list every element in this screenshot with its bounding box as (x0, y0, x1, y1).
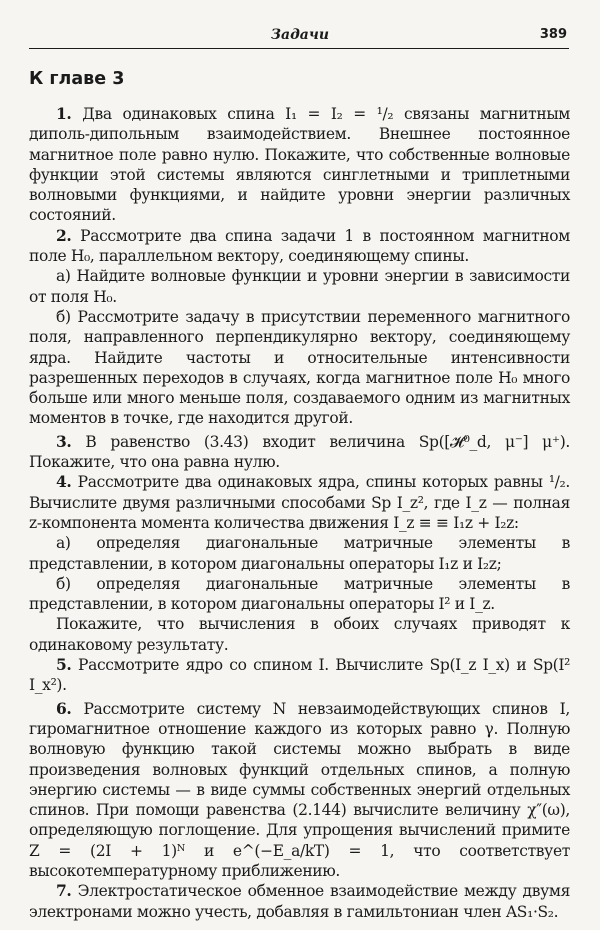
problem-number: 1. (56, 104, 72, 123)
problem-3 (29, 432, 570, 473)
problem-4 (29, 472, 570, 533)
problem-conclusion: Покажите, что вычисления в обоих случаях приводят к одинаковому результату. (29, 615, 570, 654)
problem-text: Рассмотрите два одинаковых ядра, спины которых равны ¹/₂. Вычислите двумя различными способами Sp I_z², где I_z — полная z-компонента момента количества движения I_z ≡ ≡ I₁z + I₂z: (29, 473, 570, 532)
problem-text: Два одинаковых спина I₁ = I₂ = ¹/₂ связаны магнитным диполь-дипольным взаимодействием. Внешнее постоянное магнитное поле равно нулю. Покажите, что собственные волновые функции этой системы являются синглетными и триплетными волновыми функциями, и найдите уровни энергии различных состояний. (29, 105, 571, 225)
problem-subpart: б) Рассмотрите задачу в присутствии переменного магнитного поля, направленного перпендикулярно вектору, соединяющему ядра. Найдите частоты и относительные интенсивности разрешенных переходов в случаях, когда магнитное поле H₀ много больше или много меньше поля, создаваемого одним из магнитных моментов в точке, где находится другой. (29, 307, 570, 428)
chapter-heading: К главе 3 (29, 69, 125, 89)
problem-number: 5. (56, 655, 72, 675)
problem-5 (29, 655, 570, 696)
page-number: 389 (539, 27, 567, 42)
problem-2b (29, 307, 570, 429)
problem-text: Электростатическое обменное взаимодействие между двумя электронами можно учесть, добавляя в гамильтониан член AS₁·S₂. (29, 882, 571, 921)
problem-number: 7. (56, 881, 72, 901)
problem-2 (29, 226, 570, 267)
problem-number: 2. (56, 225, 72, 245)
problem-4a (29, 533, 570, 574)
header-rule (29, 48, 569, 49)
running-head: Задачи (270, 27, 330, 43)
problem-4-conclusion (29, 614, 570, 655)
problem-number: 4. (56, 472, 72, 492)
problem-text: Рассмотрите ядро со спином I. Вычислите Sp(I_z I_x) и Sp(I² I_x²). (29, 656, 571, 695)
problem-text: В равенство (3.43) входит величина Sp([𝓗⁰_d, μ⁻] μ⁺). Покажите, что она равна нулю. (29, 432, 571, 472)
problem-text: Рассмотрите систему N невзаимодействующих спинов I, гиромагнитное отношение каждого из которых равно γ. Полную волновую функцию такой системы можно выбрать в виде произведения волновых функций отдельных спинов, а полную энергию системы — в виде суммы собственных энергий отдельных спинов. При помощи равенства (2.144) вычислите величину χ″(ω), определяющую поглощение. Для упрощения вычислений примите Z = (2I + 1)ᴺ и e^(−E_a/kT) = 1, что соответствует высокотемпературному приближению. (29, 699, 570, 880)
problem-number: 6. (56, 698, 72, 718)
problem-number: 3. (56, 431, 72, 451)
problem-subpart: а) Найдите волновые функции и уровни энергии в зависимости от поля H₀. (29, 267, 570, 306)
problem-subpart: а) определяя диагональные матричные элементы в представлении, в котором диагональны операторы I₁z и I₂z; (29, 534, 570, 573)
problem-text: Рассмотрите два спина задачи 1 в постоянном магнитном поле H₀, параллельном вектору, соединяющему спины. (29, 226, 570, 266)
problem-7 (29, 881, 570, 922)
problem-2a (29, 266, 570, 307)
problems-text (29, 104, 570, 922)
problem-subpart: б) определяя диагональные матричные элементы в представлении, в котором диагональны операторы I² и I_z. (29, 574, 570, 614)
problem-6 (29, 699, 570, 882)
problem-4b (29, 574, 570, 615)
problem-1 (29, 104, 570, 226)
